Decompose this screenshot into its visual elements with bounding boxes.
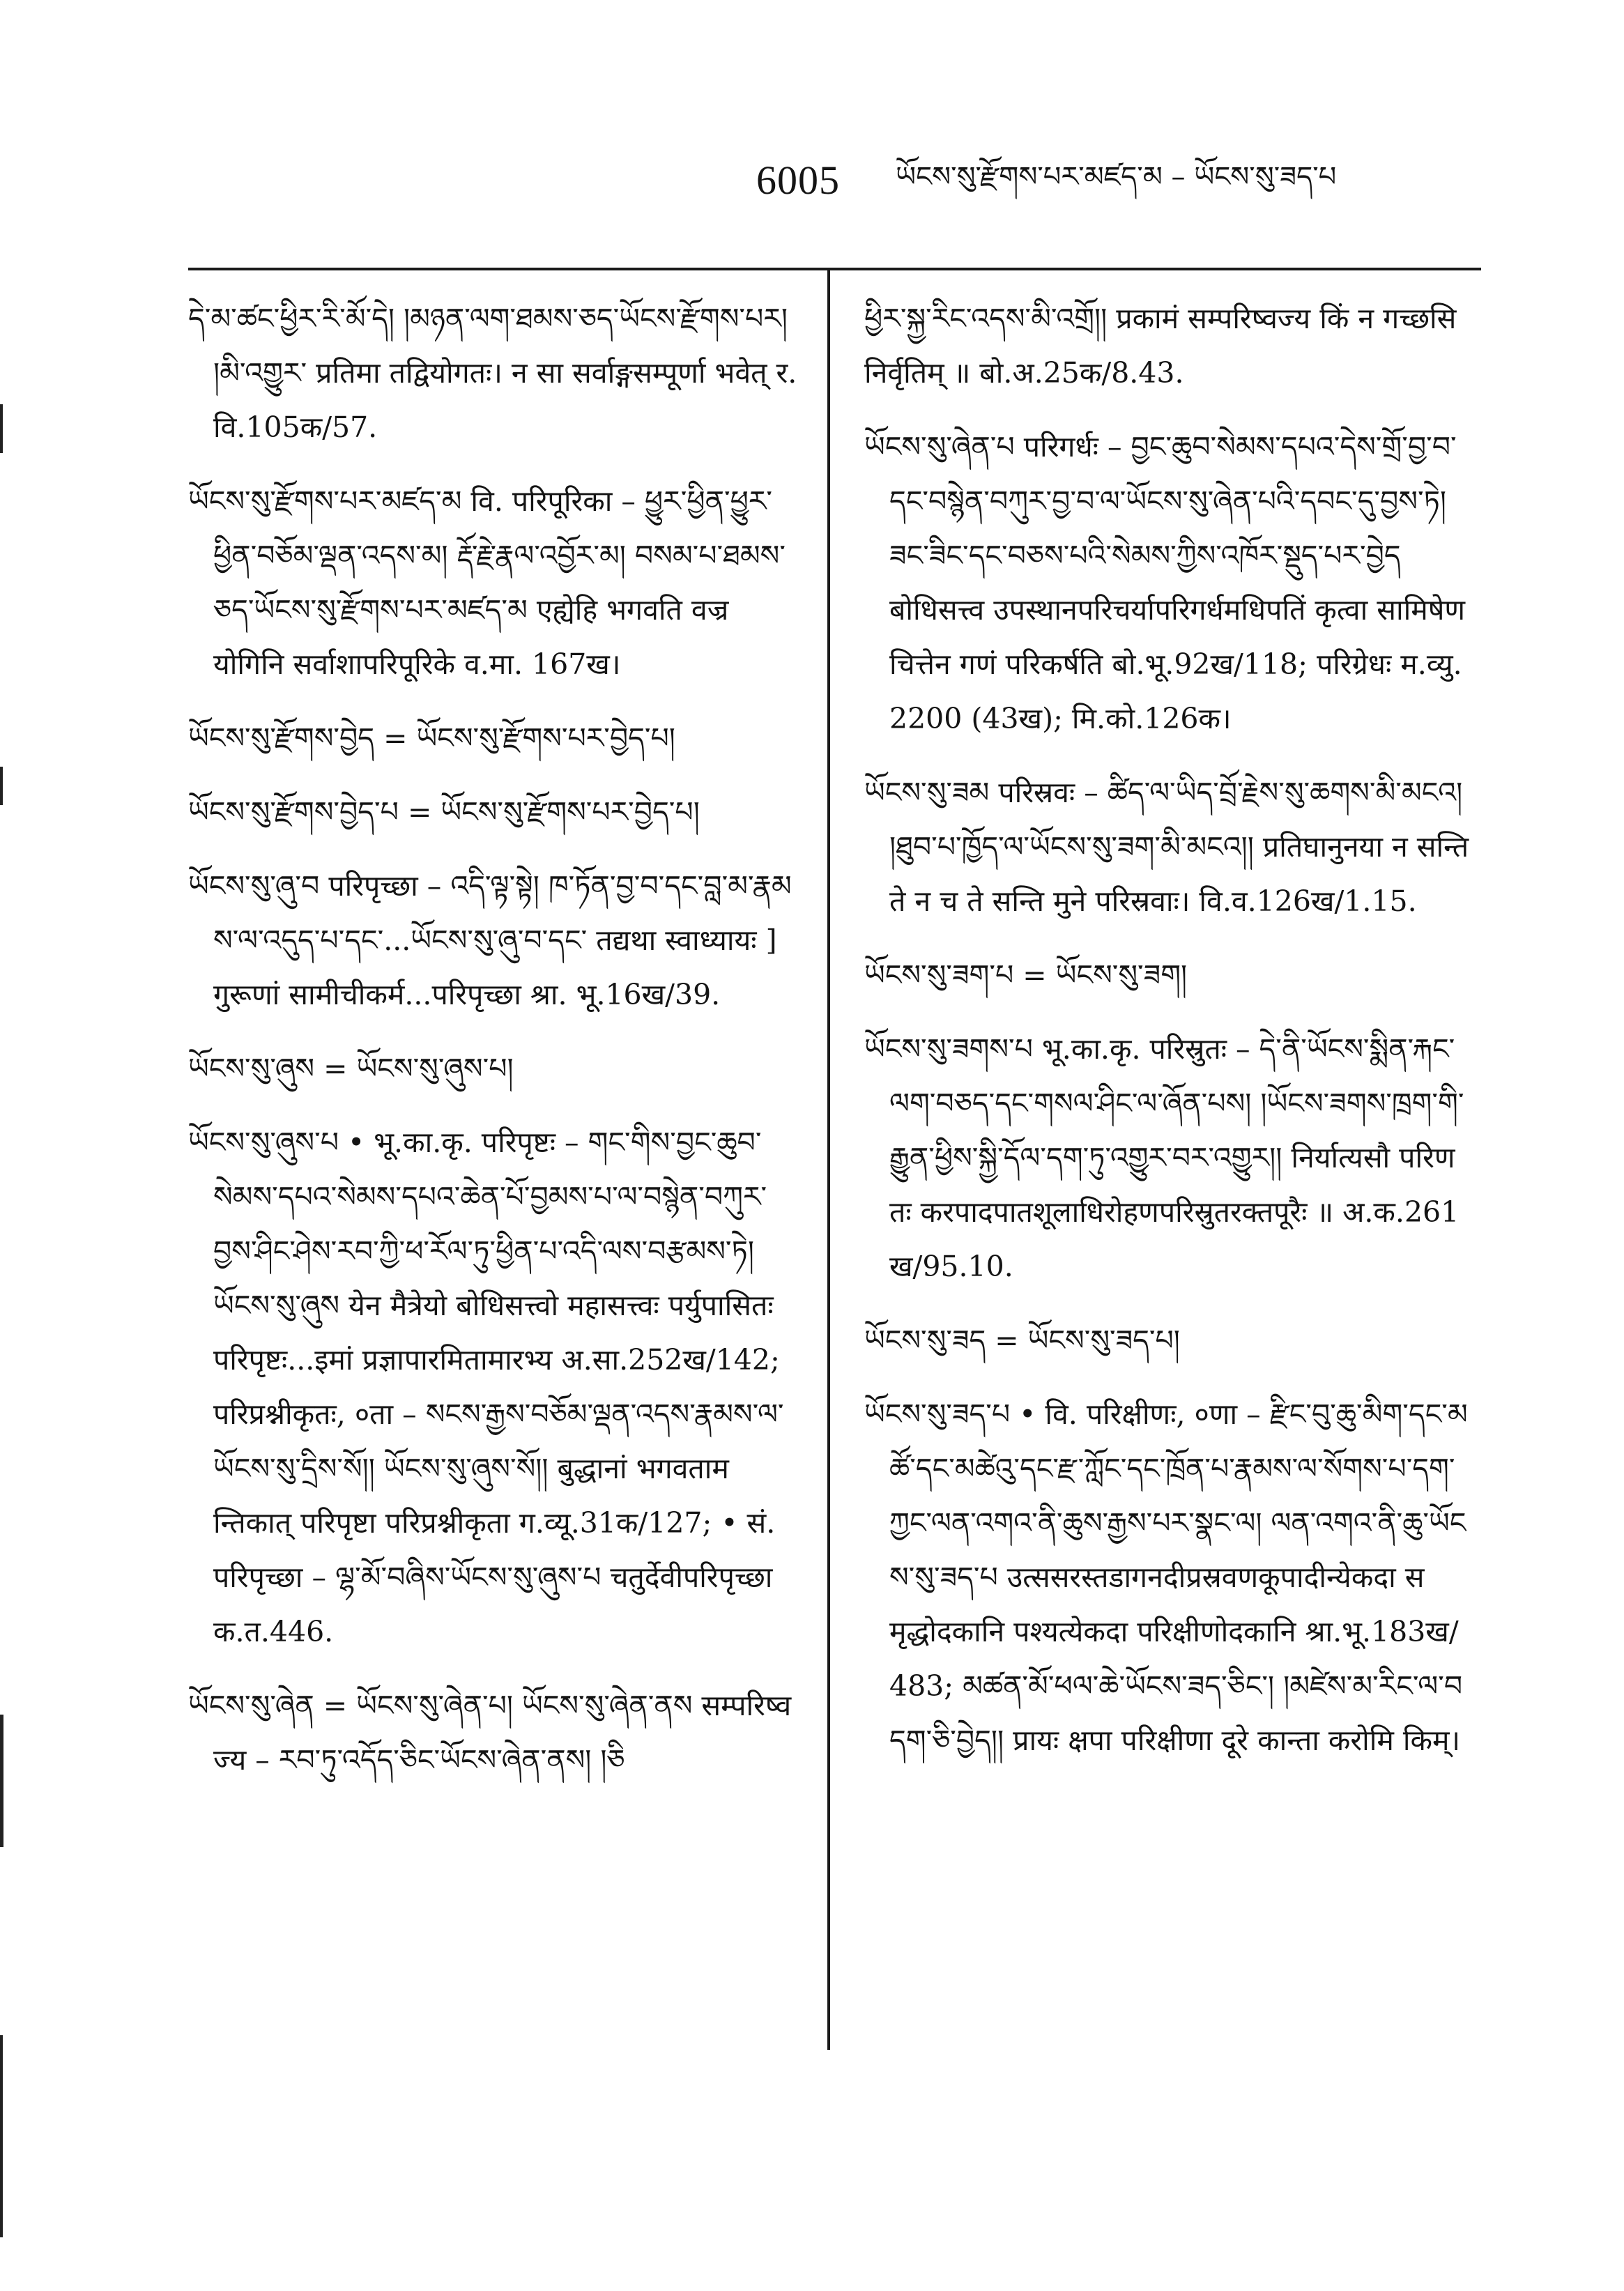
dictionary-entry: ཡོངས་སུ་རྫོགས་བྱེད་པ = ཡོངས་སུ་རྫོགས་པར་བྱེད་པ། bbox=[188, 795, 700, 829]
dictionary-entry: ཡོངས་སུ་ཞེན་པ परिगर्धः – བྱང་ཆུབ་སེམས་དཔའ་དེས་གྲོ་བྱ་བ་དང་བསྙེན་བཀུར་བྱ་བ་ལ་ཡོངས་སུ་ཞེན་པའི་དབང་དུ་བྱས་ཏེ། ཟང་ཟིང་དང་བཅས་པའི་སེམས་ཀྱིས་འཁོར་སྡུད་པར་བྱེད बोधिसत्त्व उपस्थानपरिचर्यापरिगर्धमधिपतिं कृत्वा सामिषेण चित्तेन गणं परिकर्षति बो.भू.92ख/118; परिग्रेधः म.व्यु.2200 (43ख); मि.को.126क। bbox=[864, 430, 1466, 735]
dictionary-entry: ཡོངས་སུ་ཟག་པ = ཡོངས་སུ་ཟག། bbox=[864, 958, 1188, 992]
dictionary-entry: ཡོངས་སུ་ཞེན = ཡོངས་སུ་ཞེན་པ། ཡོངས་སུ་ཞེན་ནས सम्परिष्वज्य – རབ་ཏུ་འདོད་ཅིང་ཡོངས་ཞེན་ནས། །ཅི bbox=[188, 1689, 792, 1777]
running-head: ཡོངས་སུ་རྫོགས་པར་མཛད་མ – ཡོངས་སུ་ཟད་པ bbox=[896, 161, 1337, 193]
dictionary-entry: ཡོངས་སུ་ཟད་པ • वि. परिक्षीणः, ०णा – རྫིང་བུ་ཆུ་མིག་དང་མཚོ་དང་མཚེའུ་དང་རྫ་ཀློང་དང་ཁྲོན་པ་རྣམས་ལ་སོགས་པ་དག་ཀྱང་ལན་འགའ་ནི་ཆུས་རྒྱས་པར་སྣང་ལ། ལན་འགའ་ནི་ཆུ་ཡོངས་སུ་ཟད་པ उत्ससरस्तडागनदीप्रस्रवणकूपादीन्येकदा समृद्धोदकानि पश्यत्येकदा परिक्षीणोदकानि श्रा.भू.183ख/483; མཚན་མོ་ཕལ་ཆེ་ཡོངས་ཟད་ཅིང་། །མཛེས་མ་རིང་ལ་བདག་ཅི་བྱེད།། प्रायः क्षपा परिक्षीणा दूरे कान्ता करोमि किम्। bbox=[864, 1397, 1468, 1757]
page-number: 6005 bbox=[756, 158, 840, 203]
dictionary-entry: ཡོངས་སུ་ཟམ परिस्रवः – ཚིད་ལ་ཡིད་བྲོ་རྗེས་སུ་ཆགས་མི་མངའ། །ཐུབ་པ་ཁྱོད་ལ་ཡོངས་སུ་ཟག་མི་མངའ།། प्रतिघानुनया न सन्ति ते न च ते सन्ति मुने परिस्रवाः। वि.व.126ख/1.15. bbox=[864, 776, 1469, 918]
dictionary-entry: ཡོངས་སུ་རྫོགས་བྱེད = ཡོངས་སུ་རྫོགས་པར་བྱེད་པ། bbox=[188, 721, 675, 755]
dictionary-entry: ཡོངས་སུ་ཟགས་པ भू.का.कृ. परिस्रुतः – དེ་ནི་ཡོངས་སྨིན་རྐང་ལག་བཅད་དང་གསལ་ཤིང་ལ་ཞོན་པས། །ཡོངས་ཟགས་ཁྲག་གི་རྒྱུན་ཕྱིས་སྐྱི་དོལ་དག་ཏུ་འགྱུར་བར་འགྱུར།། निर्यात्यसौ परिणतः करपादपातशूलाधिरोहणपरिस्रुतरक्तपूरैः ॥ अ.क.261ख/95.10. bbox=[864, 1032, 1464, 1283]
scan-edge-mark-2 bbox=[0, 767, 3, 805]
dictionary-entry: ཡོངས་སུ་ཞུ་བ परिपृच्छा – འདི་ལྟ་སྟེ། ཁ་ཏོན་བྱ་བ་དང་བླ་མ་རྣམས་ལ་འདུད་པ་དང་...ཡོངས་སུ་ཞུ་བ་དང་ तद्यथा स्वाध्यायः ]गुरूणां सामीचीकर्म...परिपृच्छा श्रा. भू.16ख/39. bbox=[188, 869, 792, 1011]
scan-edge-mark-4 bbox=[0, 2035, 3, 2237]
scan-edge-mark-3 bbox=[0, 1715, 3, 1847]
scan-edge-mark-1 bbox=[0, 404, 3, 453]
dictionary-entry: དེ་མ་ཚང་ཕྱིར་རི་མོ་དེ། །མཉན་ལག་ཐམས་ཅད་ཡོངས་རྫོགས་པར། །མི་འགྱུར་ प्रतिमा तद्वियोगतः। न सा सर्वाङ्गसम्पूर्णा भवेत् र.वि.105क/57. bbox=[188, 302, 797, 444]
right-column bbox=[864, 291, 1471, 1787]
left-column bbox=[188, 291, 798, 1807]
dictionary-entry: ཡོངས་སུ་ཟད = ཡོངས་སུ་ཟད་པ། bbox=[864, 1324, 1180, 1357]
column-divider bbox=[827, 269, 830, 2050]
dictionary-entry: ཡོངས་སུ་ཞུས = ཡོངས་སུ་ཞུས་པ། bbox=[188, 1052, 514, 1085]
dictionary-entry-continuation: ཕྱིར་སྐྱ་རིང་འདས་མི་འགྲོ།། प्रकामं सम्परिष्वज्य किं न गच्छसि निर्वृतिम् ॥ बो.अ.25क/8.43. bbox=[864, 302, 1457, 390]
dictionary-entry: ཡོངས་སུ་རྫོགས་པར་མཛད་མ वि. परिपूरिका – ཕྱུར་ཕྱིན་ཕྱུར་ཕྱིན་བཅོམ་ལྡན་འདས་མ། རྡོ་རྗེ་རྣལ་འབྱོར་མ། བསམ་པ་ཐམས་ཅད་ཡོངས་སུ་རྫོགས་པར་མཛད་མ एह्येहि भगवति वज्रयोगिनि सर्वाशापरिपूरिके व.मा. 167ख। bbox=[188, 484, 786, 681]
header-rule bbox=[188, 268, 1481, 270]
dictionary-entry: ཡོངས་སུ་ཞུས་པ • भू.का.कृ. परिपृष्टः – གང་གིས་བྱང་ཆུབ་སེམས་དཔའ་སེམས་དཔའ་ཆེན་པོ་བྱམས་པ་ལ་བསྙེན་བཀུར་བྱས་ཤིང་ཤེས་རབ་ཀྱི་ཕ་རོལ་ཏུ་ཕྱིན་པ་འདི་ལས་བརྩམས་ཏེ། ཡོངས་སུ་ཞུས येन मैत्रेयो बोधिसत्त्वो महासत्त्वः पर्युपासितः परिपृष्टः...इमां प्रज्ञापारमितामारभ्य अ.सा.252ख/142; परिप्रश्नीकृतः, ०ता – སངས་རྒྱས་བཅོམ་ལྡན་འདས་རྣམས་ལ་ཡོངས་སུ་དྲིས་སོ།། ཡོངས་སུ་ཞུས་སོ།། बुद्धानां भगवतामन्तिकात् परिपृष्टा परिप्रश्नीकृता ग.व्यू.31क/127; • सं. परिपृच्छा – ལྷ་མོ་བཞིས་ཡོངས་སུ་ཞུས་པ चतुर्देवीपरिपृच्छा क.त.446. bbox=[188, 1126, 784, 1648]
